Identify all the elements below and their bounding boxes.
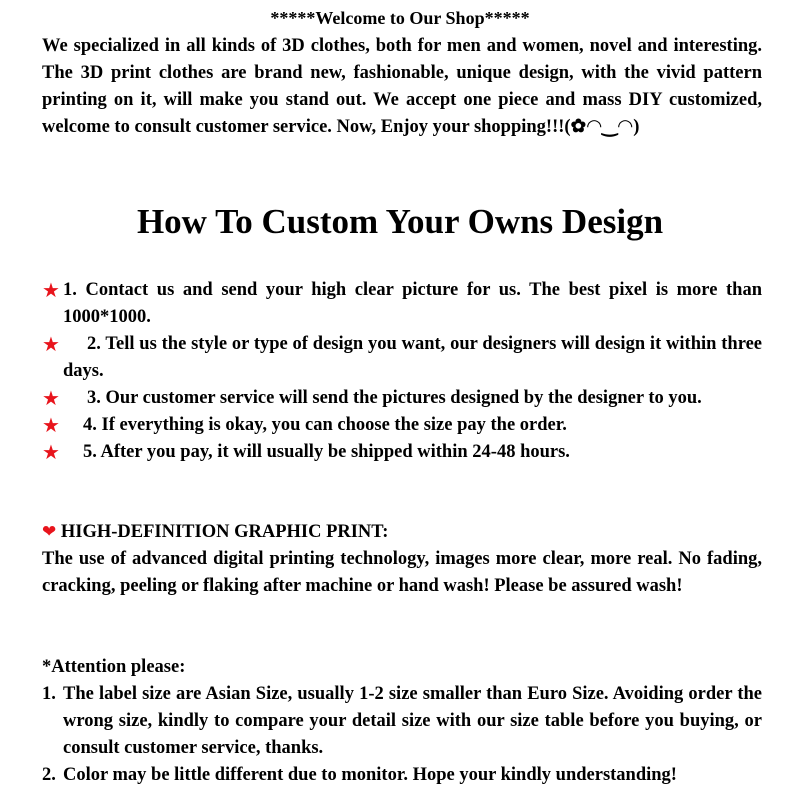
list-item xyxy=(42,385,762,412)
hd-print-title-row xyxy=(42,519,762,546)
step-text: 3. Our customer service will send the pictures designed by the designer to you. xyxy=(87,388,702,408)
list-item xyxy=(42,762,762,789)
heart-icon: ❤ xyxy=(42,522,57,542)
item-text: Color may be little different due to monitor. Hope your kindly understanding! xyxy=(63,765,677,785)
item-number: 2. xyxy=(42,765,56,785)
attention-section xyxy=(42,654,762,789)
hd-print-body: The use of advanced digital printing technology, images more clear, more real. No fading, cracking, peeling or flaking after machine or hand wash! Please be assured wash! xyxy=(42,549,762,596)
intro-paragraph: We specialized in all kinds of 3D clothes, both for men and women, novel and interesting. The 3D print clothes are brand new, fashionable, unique design, with the vivid pattern printing on it, will make you stand out. We accept one piece and mass DIY customized, welcome to consult customer service. Now, Enjoy your shopping!!!(✿◠‿◠) xyxy=(42,36,762,137)
item-text: The label size are Asian Size, usually 1-2 size smaller than Euro Size. Avoiding order the wrong size, kindly to compare your detail size with our size table before you buying, or consult customer service, thanks. xyxy=(63,684,762,758)
star-icon: ★ xyxy=(42,278,60,302)
step-text: 4. If everything is okay, you can choose the size pay the order. xyxy=(83,415,567,435)
hd-print-section xyxy=(42,519,762,600)
page-heading: How To Custom Your Owns Design xyxy=(136,202,664,241)
star-icon: ★ xyxy=(42,413,60,437)
list-item xyxy=(42,412,762,439)
list-item xyxy=(42,681,762,762)
list-item xyxy=(42,331,762,385)
hd-print-title: HIGH-DEFINITION GRAPHIC PRINT: xyxy=(60,522,389,542)
list-item xyxy=(42,439,762,466)
item-number: 1. xyxy=(42,684,56,704)
step-text: 5. After you pay, it will usually be shipped within 24-48 hours. xyxy=(83,442,570,462)
attention-title: *Attention please: xyxy=(42,657,186,677)
step-text: 1. Contact us and send your high clear picture for us. The best pixel is more than 1000*1000. xyxy=(63,280,762,327)
star-icon: ★ xyxy=(42,332,60,356)
star-icon: ★ xyxy=(42,440,60,464)
star-icon: ★ xyxy=(42,386,60,410)
welcome-title: *****Welcome to Our Shop***** xyxy=(270,8,530,28)
custom-steps-list xyxy=(42,277,762,466)
list-item xyxy=(42,277,762,331)
step-text: 2. Tell us the style or type of design you want, our designers will design it within three days. xyxy=(63,334,762,381)
